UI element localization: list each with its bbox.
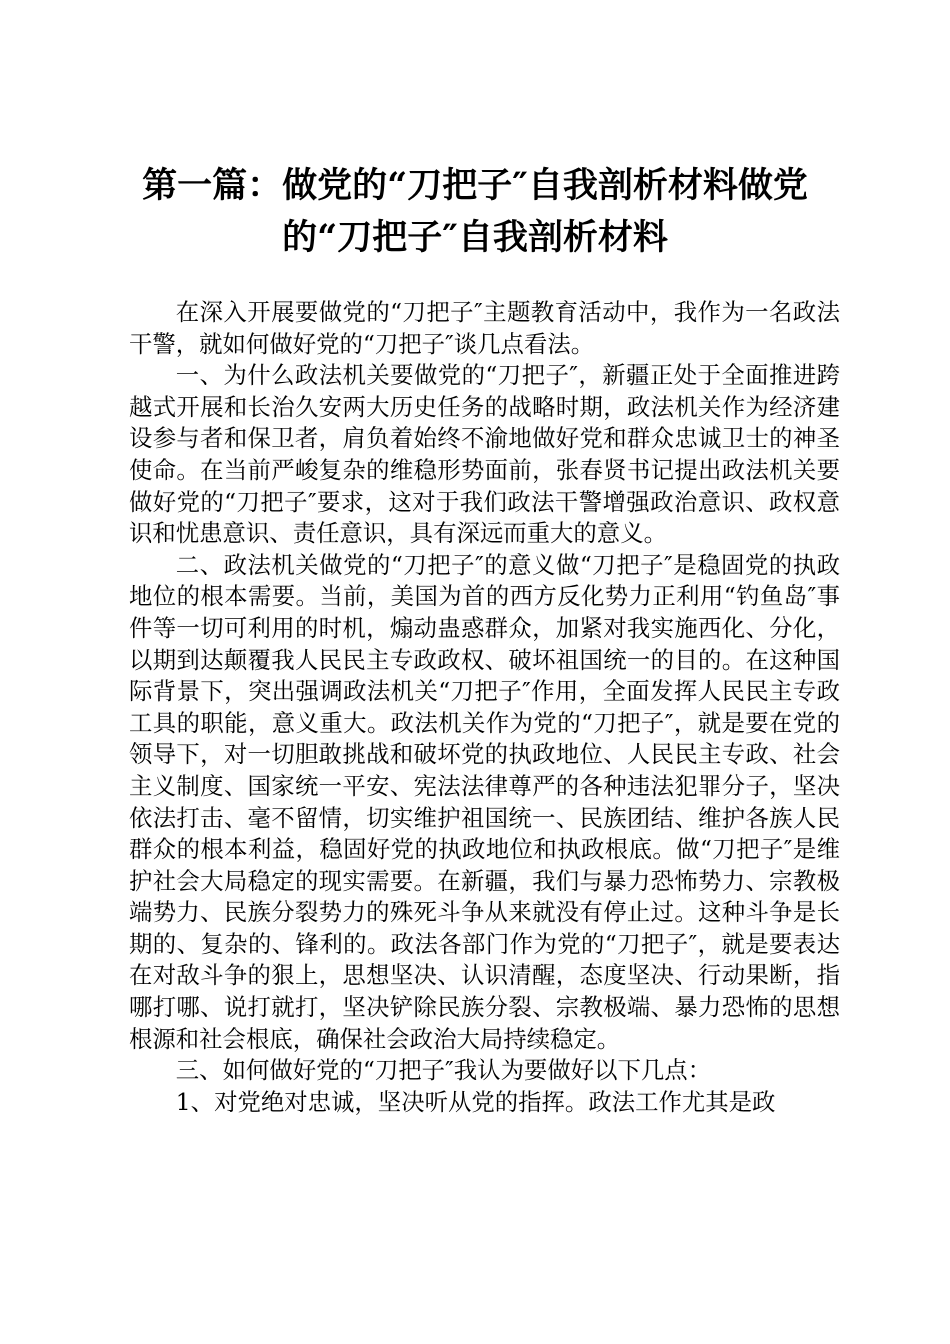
document-title — [110, 160, 840, 264]
title-line-2: 的“刀把子″自我剖析材料 — [282, 217, 668, 258]
paragraph-section-2: 二、政法机关做党的“刀把子″的意义做“刀把子″是稳固党的执政地位的根本需要。当前，美国为首的西方反化势力正利用“钓鱼岛″事件等一切可利用的时机，煽动蛊惑群众，加紧对我实施西化、分化，以期到达颠覆我人民民主专政政权、破坏祖国统一的目的。在这种国际背景下，突出强调政法机关“刀把子″作用，全面发挥人民民主专政工具的职能，意义重大。政法机关作为党的“刀把子″，就是要在党的领导下，对一切胆敢挑战和破坏党的执政地位、人民民主专政、社会主义制度、国家统一平安、宪法法律尊严的各种违法犯罪分子，坚决依法打击、毫不留情，切实维护祖国统一、民族团结、维护各族人民群众的根本利益，稳固好党的执政地位和执政根底。做“刀把子″是维护社会大局稳定的现实需要。在新疆，我们与暴力恐怖势力、宗教极端势力、民族分裂势力的殊死斗争从来就没有停止过。这种斗争是长期的、复杂的、锋利的。政法各部门作为党的“刀把子″，就是要表达在对敌斗争的狠上，思想坚决、认识清醒，态度坚决、行动果断，指哪打哪、说打就打，坚决铲除民族分裂、宗教极端、暴力恐怖的思想根源和社会根底，确保社会政治大局持续稳定。 — [129, 550, 840, 1053]
paragraph-section-3: 三、如何做好党的“刀把子″我认为要做好以下几点： — [175, 1056, 712, 1085]
paragraph-point-1: 1、对党绝对忠诚，坚决听从党的指挥。政法工作尤其是政 — [175, 1087, 776, 1116]
paragraph-section-1: 一、为什么政法机关要做党的“刀把子″，新疆正处于全面推进跨越式开展和长治久安两大历史任务的战略时期，政法机关作为经济建设参与者和保卫者，肩负着始终不渝地做好党和群众忠诚卫士的神圣使命。在当前严峻复杂的维稳形势面前，张春贤书记提出政法机关要做好党的“刀把子″要求，这对于我们政法干警增强政治意识、政权意识和忧患意识、责任意识，具有深远而重大的意义。 — [129, 361, 840, 548]
title-line-1: 第一篇：做党的“刀把子″自我剖析材料做党 — [142, 165, 808, 206]
document-body — [129, 297, 840, 1118]
paragraph-intro: 在深入开展要做党的“刀把子″主题教育活动中，我作为一名政法干警，就如何做好党的“刀把子″谈几点看法。 — [129, 298, 840, 358]
